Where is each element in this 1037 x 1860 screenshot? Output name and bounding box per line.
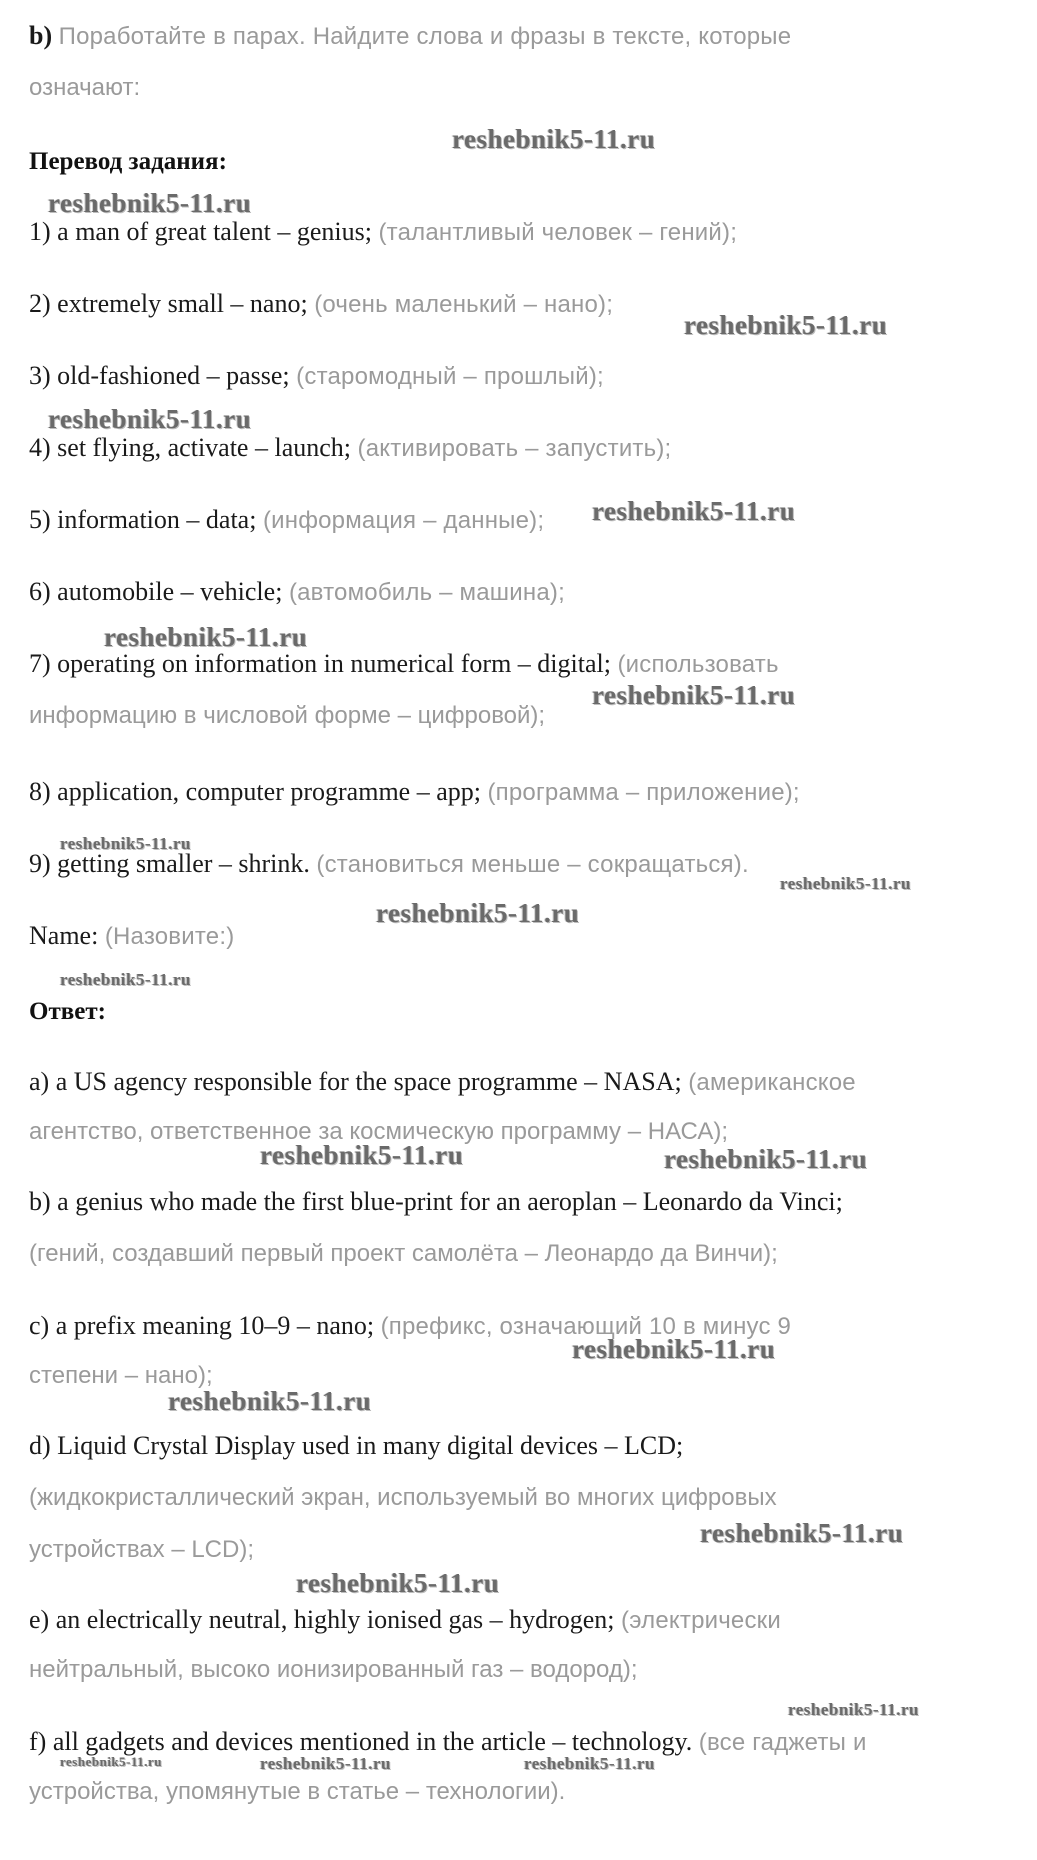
list-item xyxy=(29,432,671,465)
answer-en: f) all gadgets and devices mentioned in the article – technology. xyxy=(29,1727,693,1756)
answer-item xyxy=(29,1066,856,1099)
watermark: reshebnik5-11.ru xyxy=(60,970,191,989)
item-ru: (информация – данные); xyxy=(262,507,545,534)
answer-en: d) Liquid Crystal Display used in many digital devices – LCD; xyxy=(29,1431,684,1460)
item-en: 8) application, computer programme – app; xyxy=(29,777,481,806)
answer-ru: (американское xyxy=(688,1069,856,1096)
item-ru: (автомобиль – машина); xyxy=(288,579,565,606)
watermark: reshebnik5-11.ru xyxy=(260,1754,391,1773)
item-en: 1) a man of great talent – genius; xyxy=(29,217,372,246)
item-ru: (талантливый человек – гений); xyxy=(378,219,738,246)
item-ru-cont: информацию в числовой форме – цифровой); xyxy=(29,702,546,729)
task-intro xyxy=(29,20,791,53)
item-en: 2) extremely small – nano; xyxy=(29,289,308,318)
item-ru: (очень маленький – нано); xyxy=(314,291,614,318)
task-instruction-cont: означают: xyxy=(29,74,141,101)
watermark: reshebnik5-11.ru xyxy=(664,1144,868,1174)
item-en: 9) getting smaller – shrink. xyxy=(29,849,310,878)
answer-ru-cont: (жидкокристаллический экран, используемый во многих цифровых xyxy=(29,1484,777,1511)
watermark: reshebnik5-11.ru xyxy=(376,898,580,928)
watermark: reshebnik5-11.ru xyxy=(60,1754,163,1769)
item-ru: (активировать – запустить); xyxy=(357,435,672,462)
watermark: reshebnik5-11.ru xyxy=(788,1700,919,1719)
watermark: reshebnik5-11.ru xyxy=(104,622,308,652)
answer-item xyxy=(29,1604,781,1637)
list-item xyxy=(29,576,565,609)
answer-ru: (электрически xyxy=(621,1607,781,1634)
name-ru: (Назовите:) xyxy=(104,923,235,950)
name-en: Name: xyxy=(29,921,99,950)
watermark: reshebnik5-11.ru xyxy=(260,1140,464,1170)
watermark: reshebnik5-11.ru xyxy=(572,1334,776,1364)
answer-en: c) a prefix meaning 10–9 – nano; xyxy=(29,1311,375,1340)
answer-en: b) a genius who made the first blue-print for an aeroplan – Leonardo da Vinci; xyxy=(29,1187,843,1216)
watermark: reshebnik5-11.ru xyxy=(700,1518,904,1548)
item-en: 5) information – data; xyxy=(29,505,257,534)
watermark: reshebnik5-11.ru xyxy=(452,124,656,154)
answer-ru-cont: нейтральный, высоко ионизированный газ – водород); xyxy=(29,1656,638,1683)
watermark: reshebnik5-11.ru xyxy=(296,1568,500,1598)
watermark: reshebnik5-11.ru xyxy=(592,680,796,710)
item-ru: (становиться меньше – сокращаться). xyxy=(316,851,749,878)
watermark: reshebnik5-11.ru xyxy=(168,1386,372,1416)
item-ru: (программа – приложение); xyxy=(487,779,800,806)
answer-ru: (все гаджеты и xyxy=(698,1729,867,1756)
translation-heading: Перевод задания: xyxy=(29,148,227,175)
watermark: reshebnik5-11.ru xyxy=(684,310,888,340)
answer-ru-cont: устройства, упомянутые в статье – технологии). xyxy=(29,1778,566,1805)
item-en: 4) set flying, activate – launch; xyxy=(29,433,352,462)
answer-ru: (префикс, означающий 10 в минус 9 xyxy=(380,1313,792,1340)
list-item xyxy=(29,216,737,249)
answer-item xyxy=(29,1430,683,1462)
watermark: reshebnik5-11.ru xyxy=(48,404,252,434)
item-en: 3) old-fashioned – passe; xyxy=(29,361,290,390)
task-instruction: Поработайте в парах. Найдите слова и фразы в тексте, которые xyxy=(58,23,792,50)
list-item xyxy=(29,504,544,537)
answer-heading: Ответ: xyxy=(29,998,106,1025)
watermark: reshebnik5-11.ru xyxy=(524,1754,655,1773)
answer-ru-cont: агентство, ответственное за космическую программу – НАСА); xyxy=(29,1118,729,1145)
item-en: 7) operating on information in numerical form – digital; xyxy=(29,649,611,678)
answer-ru-cont: устройствах – LCD); xyxy=(29,1536,254,1563)
name-line xyxy=(29,920,234,953)
item-ru: (старомодный – прошлый); xyxy=(296,363,604,390)
watermark: reshebnik5-11.ru xyxy=(780,874,911,893)
answer-en: a) a US agency responsible for the space programme – NASA; xyxy=(29,1067,682,1096)
task-label: b) xyxy=(29,21,53,50)
watermark: reshebnik5-11.ru xyxy=(592,496,796,526)
watermark: reshebnik5-11.ru xyxy=(60,834,191,853)
answer-en: e) an electrically neutral, highly ionised gas – hydrogen; xyxy=(29,1605,615,1634)
list-item xyxy=(29,776,800,809)
list-item xyxy=(29,288,613,321)
item-ru: (использовать xyxy=(617,651,779,678)
watermark: reshebnik5-11.ru xyxy=(48,188,252,218)
item-en: 6) automobile – vehicle; xyxy=(29,577,283,606)
answer-ru-cont: (гений, создавший первый проект самолёта – Леонардо да Винчи); xyxy=(29,1240,778,1267)
answer-item xyxy=(29,1186,843,1218)
list-item xyxy=(29,360,604,393)
answer-ru-cont: степени – нано); xyxy=(29,1362,213,1389)
